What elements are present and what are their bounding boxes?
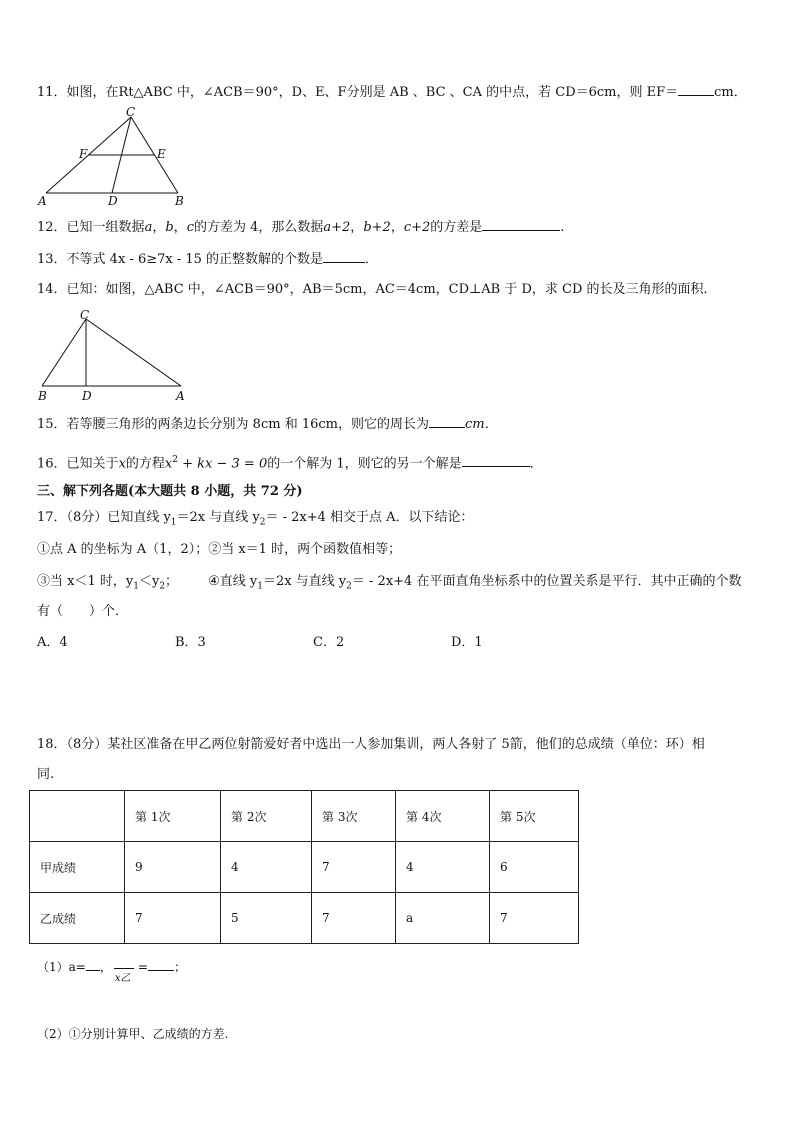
q12-line: 12．已知一组数据a，b，c的方差为 4，那么数据a+2，b+2，c+2的方差是 . xyxy=(37,220,565,235)
q18-score-table xyxy=(29,790,579,944)
table-header-cell: 第 1次 xyxy=(125,791,221,842)
q17-option-d[interactable]: D．1 xyxy=(451,635,483,650)
q15-answer-blank[interactable] xyxy=(429,415,465,428)
table-cell: 7 xyxy=(125,893,221,944)
table-header-cell: 第 2次 xyxy=(221,791,312,842)
q11-label-e: E xyxy=(157,147,166,161)
q11-line: 11．如图，在Rt△ABC 中，∠ACB＝90°，D、E、F分别是 AB 、BC 、CA 的中点，若 CD＝6cm，则 EF＝ cm． xyxy=(37,85,747,100)
table-header-row xyxy=(30,791,579,842)
q11-figure xyxy=(30,106,200,206)
table-cell: 7 xyxy=(312,842,396,893)
table-header-cell xyxy=(30,791,125,842)
q12-answer-blank[interactable] xyxy=(482,218,560,231)
q17-option-a[interactable]: A．4 xyxy=(37,635,68,650)
q11-label-d: D xyxy=(108,194,118,206)
table-header-cell: 第 5次 xyxy=(490,791,579,842)
q15-line: 15．若等腰三角形的两条边长分别为 8cm 和 16cm，则它的周长为 cm． xyxy=(37,417,498,432)
q11-label-f: F xyxy=(79,147,88,161)
q14-label-d: D xyxy=(82,389,92,403)
table-header-cell: 第 3次 xyxy=(312,791,396,842)
xbar-symbol: x乙 xyxy=(112,958,138,976)
q18-part2: （2）①分别计算甲、乙成绩的方差. xyxy=(37,1027,229,1041)
q16-line: 16．已知关于x的方程$x^2$ + kx − 3 = 0的一个解为 1，则它的另一个解是 ． xyxy=(37,455,543,472)
q18-a-blank[interactable] xyxy=(86,958,100,971)
q17-option-c[interactable]: C．2 xyxy=(313,635,345,650)
section3-title: 三、解下列各题(本大题共 8 小题，共 72 分) xyxy=(37,484,303,499)
q11-label-c: C xyxy=(126,106,136,119)
q18-part1: （1）a= ， x乙 = ； xyxy=(37,960,186,984)
q14-line: 14．已知：如图，△ABC 中，∠ACB＝90°，AB＝5cm，AC＝4cm，CD⊥AB 于 D，求 CD 的长及三角形的面积． xyxy=(37,282,717,297)
q17-line4: 有（ ）个． xyxy=(37,604,129,619)
q17-line2: ①点 A 的坐标为 A（1，2）；②当 x＝1 时，两个函数值相等； xyxy=(37,542,402,557)
q11-text: 如图，在Rt△ABC 中，∠ACB＝90°，D、E、F分别是 AB 、BC 、CA 的中点，若 CD＝6cm，则 EF＝ xyxy=(66,85,679,100)
q18-line2: 同. xyxy=(37,767,55,782)
table-row xyxy=(30,842,579,893)
q18-xbar-blank[interactable] xyxy=(148,958,174,971)
table-cell: 4 xyxy=(396,842,490,893)
q17-line1: 17．（8分）已知直线 $y_1=2x$ 与直线 $y_2= - 2x+4$ 相交于点 A．以下结论： xyxy=(37,510,474,528)
q18-line1: 18．（8分）某社区准备在甲乙两位射箭爱好者中选出一人参加集训，两人各射了 5箭，他们的总成绩（单位：环）相 xyxy=(37,737,705,752)
q17-line3: ③当 x＜1 时，$y_1<y_2$； ④直线 $y_1=2x$ 与直线 $y_2= - 2x+4$ 在平面直角坐标系中的位置关系是平行．其中正确的个数 xyxy=(37,574,742,592)
table-cell: 4 xyxy=(221,842,312,893)
table-cell: 6 xyxy=(490,842,579,893)
q13-line: 13．不等式 4x - 6≥7x - 15 的正整数解的个数是 ． xyxy=(37,252,379,267)
q11-label-b: B xyxy=(175,194,184,206)
q14-label-c: C xyxy=(80,308,90,322)
q13-answer-blank[interactable] xyxy=(323,250,365,263)
table-cell: a xyxy=(396,893,490,944)
q17-option-b[interactable]: B．3 xyxy=(175,635,206,650)
table-cell: 7 xyxy=(312,893,396,944)
table-header-cell: 第 4次 xyxy=(396,791,490,842)
q11-number: 11． xyxy=(37,85,67,100)
q14-label-b: B xyxy=(38,389,47,403)
q16-answer-blank[interactable] xyxy=(462,454,530,467)
table-cell: 5 xyxy=(221,893,312,944)
q14-figure xyxy=(30,306,195,406)
q14-label-a: A xyxy=(176,389,185,403)
table-cell: 乙成绩 xyxy=(30,893,125,944)
q11-answer-blank[interactable] xyxy=(678,83,714,96)
table-cell: 7 xyxy=(490,893,579,944)
table-cell: 甲成绩 xyxy=(30,842,125,893)
table-cell: 9 xyxy=(125,842,221,893)
q11-label-a: A xyxy=(38,194,47,206)
table-row xyxy=(30,893,579,944)
